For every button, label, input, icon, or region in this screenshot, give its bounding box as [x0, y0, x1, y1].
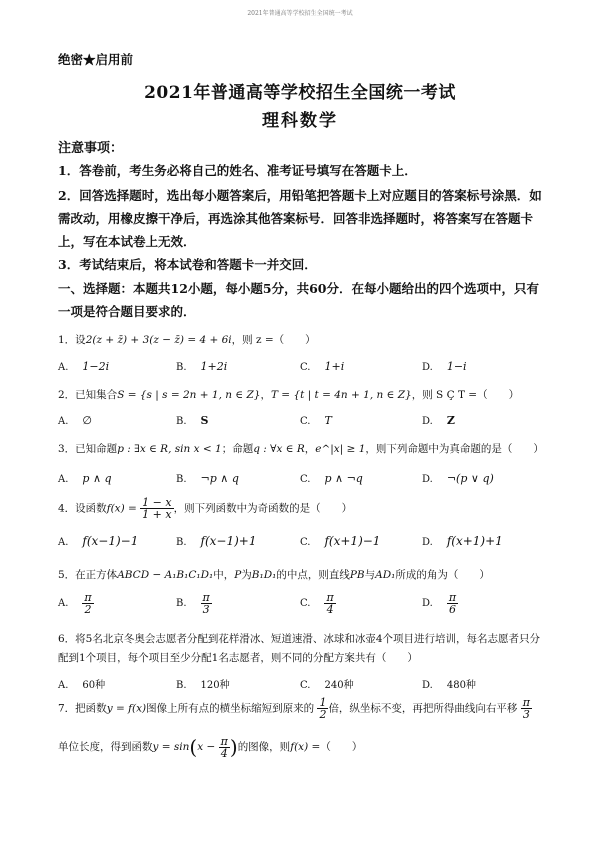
option-a[interactable]: A. 1−2i	[58, 360, 110, 373]
question-6-line-1: 6．将5名北京冬奥会志愿者分配到花样滑冰、短道速滑、冰球和冰壶4个项目进行培训，每名志愿者只分	[58, 633, 541, 645]
option-b[interactable]: B. ¬p ∧ q	[176, 472, 239, 485]
question-2: 2．已知集合S = {s | s = 2n + 1, n ∈ Z}，T = {t | t = 4n + 1, n ∈ Z}，则 S Ç T =（ ）	[58, 389, 520, 401]
option-a[interactable]: A. f(x−1)−1	[58, 534, 139, 548]
question-4: 4．设函数f(x) = $\frac{1 - x}{1 + x}$ ，则下列函数中为奇函数的是（ ）	[58, 496, 353, 521]
option-c[interactable]: C. T	[300, 414, 332, 427]
math-expression: p : ∃x ∈ R, sin x < 1	[117, 443, 222, 455]
note-item: 1．答卷前，考生务必将自己的姓名、准考证号填写在答题卡上．	[58, 163, 417, 178]
option-c[interactable]: C. 240种	[300, 680, 354, 691]
option-a[interactable]: A. p ∧ q	[58, 472, 112, 485]
question-text: 1．设	[58, 334, 86, 346]
running-header: 2021年普通高等学校招生全国统一考试	[247, 10, 353, 17]
question-1	[58, 332, 558, 347]
fraction: $\frac{1}{2}$	[319, 696, 327, 721]
option-a[interactable]: A. ∅	[58, 414, 92, 427]
options-q5	[58, 592, 558, 628]
option-b[interactable]: B. 1+2i	[176, 360, 228, 373]
math-expression: q : ∀x ∈ R	[253, 443, 305, 455]
exam-subtitle: 理科数学	[262, 111, 338, 131]
option-c[interactable]: C. 1+i	[300, 360, 345, 373]
fraction: $\frac{1 - x}{1 + x}$	[142, 496, 172, 521]
option-c[interactable]: C. $\frac{\pi}{4}$	[300, 591, 334, 616]
fraction: $\frac{\pi}{4}$	[220, 734, 228, 760]
options-q2	[58, 414, 558, 444]
option-a[interactable]: A. $\frac{\pi}{2}$	[58, 591, 92, 616]
section-heading: 一、选择题：本题共12小题，每小题5分，共60分．在每小题给出的四个选项中，只有一项是符合题目要求的．	[58, 281, 539, 319]
math-expression: 2(z + z̄) + 3(z − z̄) = 4 + 6i	[85, 334, 232, 346]
question-7-line-1: 7．把函数y = f(x)图像上所有点的横坐标缩短到原来的 $\frac{1}{2}$ 倍，纵坐标不变，再把所得曲线向右平移 $\frac{\pi}{3}$	[58, 696, 531, 721]
option-d[interactable]: D. 480种	[422, 680, 476, 691]
option-a[interactable]: A. 60种	[58, 680, 106, 691]
math-expression: S = {s | s = 2n + 1, n ∈ Z}	[117, 389, 261, 401]
option-d[interactable]: D. ¬(p ∨ q)	[422, 472, 494, 485]
note-item: 2．回答选择题时，选出每小题答案后，用铅笔把答题卡上对应题目的答案标号涂黑．如需改动，用橡皮擦干净后，再选涂其他答案标号．回答非选择题时，将答案写在答题卡上，写在本试卷上无效．	[58, 188, 542, 249]
option-d[interactable]: D. Z	[422, 414, 455, 427]
question-3: 3．已知命题p : ∃x ∈ R, sin x < 1；命题q : ∀x ∈ R，e^|x| ≥ 1，则下列命题中为真命题的是（ ）	[58, 443, 544, 455]
note-item: 3．考试结束后，将本试卷和答题卡一并交回．	[58, 257, 317, 272]
option-b[interactable]: B. 120种	[176, 680, 230, 691]
question-5: 5．在正方体ABCD − A₁B₁C₁D₁中，P为B₁D₁的中点，则直线PB与AD₁所成的角为（ ）	[58, 569, 490, 581]
fraction: $\frac{\pi}{3}$	[522, 696, 531, 721]
question-text: 2．已知集合	[58, 389, 118, 401]
question-text: ，则 z =（ ）	[231, 334, 316, 346]
question-6-line-2: 配到1个项目，每个项目至少分配1名志愿者，则不同的分配方案共有（ ）	[58, 652, 418, 664]
exam-title: 2021年普通高等学校招生全国统一考试	[144, 83, 456, 103]
options-q1	[58, 360, 558, 390]
option-b[interactable]: B. f(x−1)+1	[176, 534, 257, 548]
math-expression: e^|x| ≥ 1	[315, 443, 366, 455]
question-7-line-2: 单位长度，得到函数y = sin(x − $\frac{\pi}{4}$ )的图像，则f(x) =（ ）	[58, 734, 363, 760]
option-d[interactable]: D. 1−i	[422, 360, 467, 373]
option-c[interactable]: C. f(x+1)−1	[300, 534, 381, 548]
option-d[interactable]: D. f(x+1)+1	[422, 534, 503, 548]
confidential-label: 绝密★启用前	[58, 52, 134, 67]
option-b[interactable]: B. $\frac{\pi}{3}$	[176, 591, 210, 616]
math-expression: T = {t | t = 4n + 1, n ∈ Z}	[270, 389, 412, 401]
math-expression: f(x) =	[106, 502, 137, 515]
option-b[interactable]: B. S	[176, 414, 209, 427]
option-d[interactable]: D. $\frac{\pi}{6}$	[422, 591, 457, 616]
options-q4	[58, 534, 558, 564]
option-c[interactable]: C. p ∧ ¬q	[300, 472, 363, 485]
notes-heading: 注意事项：	[58, 141, 124, 156]
question-text: ，则 S Ç T =（ ）	[411, 389, 520, 401]
